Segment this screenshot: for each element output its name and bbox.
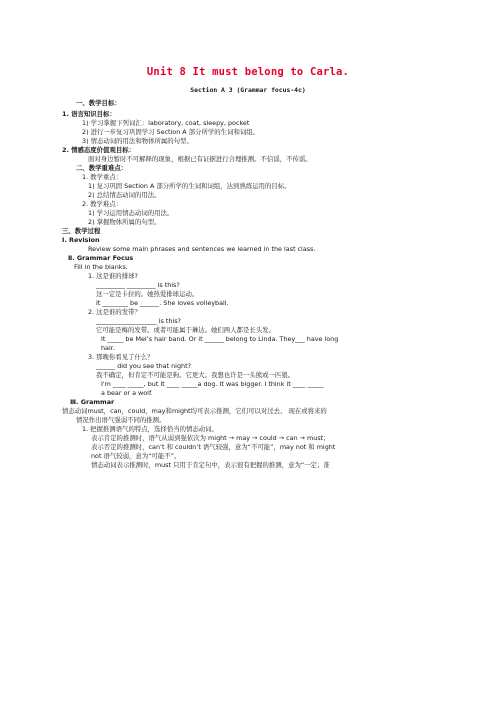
document-line: 1) 复习巩固 Section A 部分所学的生词和词组，达到熟练运用的目标。 (88, 182, 291, 190)
document-line: 情态动词表示推测时，must 只用于肯定句中，表示很有把握的推测，意为“一定；准 (91, 461, 330, 469)
document-line: Ⅰ. Revision (62, 236, 100, 244)
document-line: 表示肯定的推测时，语气从弱到强依次为 might → may → could → can → must； (91, 434, 330, 442)
document-line: ___________________ is this? (96, 317, 181, 325)
document-line: ______ did you see that night? (96, 362, 191, 370)
document-line: 2. 这是谁的发带？ (88, 308, 141, 316)
document-line: 2) 进行一步复习巩固学习 Section A 部分所学的生词和词组。 (82, 128, 260, 136)
document-line: 情态动词must，can，could，may和might均可表示推测，它们可以对过去、 现在或将来的 (62, 407, 327, 415)
document-line: Fill in the blanks. (74, 263, 128, 271)
document-line: 情况作出语气强弱不同的推测。 (76, 416, 166, 424)
document-line: 3. 那晚你看见了什么？ (88, 353, 154, 361)
document-line: 2. 情感态度价值观目标： (62, 146, 136, 154)
document-line: 一、教学目标： (76, 99, 121, 107)
document-line: Review some main phrases and sentences we learned in the last class. (88, 245, 316, 253)
document-line: 1) 学习掌握下列词汇：laboratory, coat, sleepy, pocket (82, 119, 250, 127)
document-line: 1. 教学重点： (82, 173, 123, 181)
document-line: It _____ be Mei’s hair band. Or it ______ belong to Linda. They___ have long (101, 335, 339, 343)
document-line: 3) 情态动词的用法和物体所属的句型。 (82, 137, 193, 145)
document-line: 2) 掌握物体所属的句型。 (88, 218, 161, 226)
document-line: hair. (101, 344, 115, 352)
document-line: I'm ____ _____, but it ____ _____a dog. It was bigger. I think it ____ _____ (101, 380, 324, 388)
document-line: 我不确定，但肯定不可能是狗。它更大。我想也许是一头熊或一匹狼。 (96, 371, 295, 379)
section-subtitle: Section A 3 (Grammar focus-4c) (190, 86, 306, 94)
document-line: 1. 这是谁的排球? (88, 272, 138, 280)
document-line: 面对身边暂时不可解释的现象，根据已有证据进行合理推测。不信谣，不传谣。 (88, 155, 312, 163)
document-line: Ⅲ. Grammar (70, 398, 115, 406)
document-line: 它可能是梅的发带。或者可能属于琳达。她们两人都是长头发。 (96, 326, 275, 334)
document-title: Unit 8 It must belong to Carla. (146, 66, 350, 78)
document-line: _________ _________ is this? (96, 281, 180, 289)
document-line: 1) 学习运用情态动词的用法。 (88, 209, 174, 217)
document-line: 三、教学过程 (62, 227, 101, 235)
document-line: a bear or a wolf. (101, 389, 153, 397)
document-line: 1. 把握推测语气的特点，选择恰当的情态动词。 (82, 425, 218, 433)
document-line: not 语气较弱，意为“可能不”。 (91, 452, 181, 460)
document-line: 2. 教学难点： (82, 200, 123, 208)
document-line: 二、教学重难点： (76, 164, 128, 172)
document-line: Ⅱ. Grammar Focus (68, 254, 134, 262)
document-line: 2) 总结情态动词的用法。 (88, 191, 161, 199)
document-line: 这一定是卡拉的。她热爱排球运动。 (96, 290, 199, 298)
document-line: It ________ be ______. She loves volleyball. (96, 299, 229, 307)
document-line: 1. 语言知识目标： (62, 110, 116, 118)
document-line: 表示否定的推测时，can’t 和 couldn’t 语气较强，意为“不可能”，may not 和 might (91, 443, 336, 451)
